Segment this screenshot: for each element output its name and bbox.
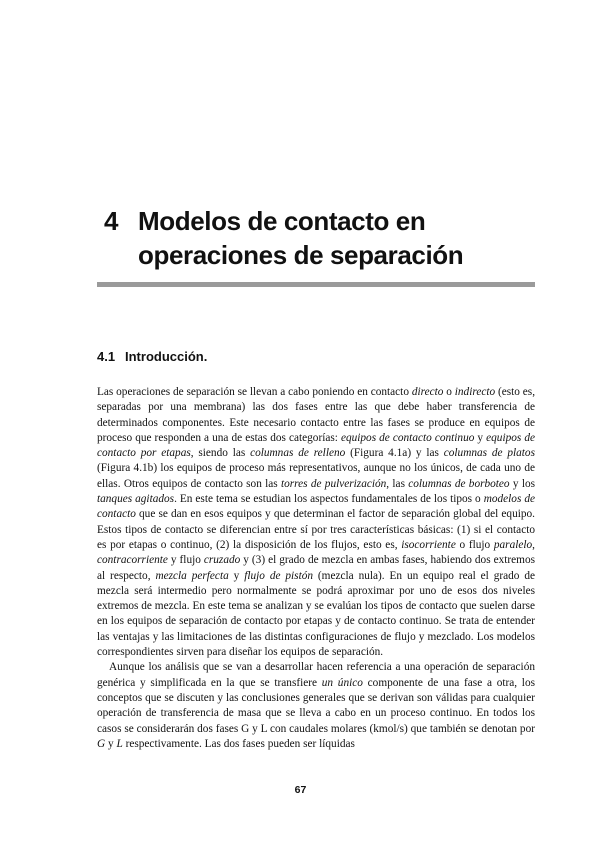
section-heading bbox=[97, 348, 207, 366]
paragraph: Las operaciones de separación se llevan a cabo poniendo en contacto directo o indirecto (esto es, separadas por una membrana) las dos fases entre las que debe haber transferencia de determinados componentes. Este necesario contacto entre las fases se produce en equipos de proceso que responden a una de estas dos categorías: equipos de contacto continuo y equipos de contacto por etapas, siendo las columnas de relleno (Figura 4.1a) y las columnas de platos (Figura 4.1b) los equipos de proceso más representativos, aunque no los únicos, de cada uno de ellas. Otros equipos de contacto son las torres de pulverización, las columnas de borboteo y los tanques agitados. En este tema se estudian los aspectos fundamentales de los tipos o modelos de contacto que se dan en esos equipos y que determinan el factor de separación global del equipo. Estos tipos de contacto se diferencian entre sí por tres características básicas: (1) si el contacto es por etapas o continuo, (2) la disposición de los flujos, esto es, isocorriente o flujo paralelo, contracorriente y flujo cruzado y (3) el grado de mezcla en ambas fases, habiendo dos extremos al respecto, mezcla perfecta y flujo de pistón (mezcla nula). En un equipo real el grado de mezcla será intermedio pero normalmente se podrá aproximar por uno de esos dos niveles extremos de mezcla. En este tema se analizan y se evalúan los tipos de contacto que suelen darse en los equipos de separación de contacto por etapas y de contacto continuo. Se trata de entender las ventajas y las limitaciones de las distintas configuraciones de flujo y mezclado. Los modelos correspondientes sirven para diseñar los equipos de separación. bbox=[97, 386, 536, 659]
page-number: 67 bbox=[294, 784, 307, 796]
paragraph: Aunque los análisis que se van a desarrollar hacen referencia a una operación de separación genérica y simplificada en la que se transfiere un único componente de una fase a otra, los conceptos que se discuten y las conclusiones generales que se derivan son válidas para cualquier operación de transferencia de masa que se lleva a cabo en un proceso continuo. En todos los casos se considerarán dos fases G y L con caudales molares (kmol/s) que también se denotan por G y L respectivamente. Las dos fases pueden ser líquidas bbox=[97, 661, 535, 750]
chapter-divider bbox=[97, 282, 535, 287]
body-text bbox=[97, 385, 535, 752]
section-title: Introducción. bbox=[125, 349, 208, 364]
chapter-title-line-1: Modelos de contacto en bbox=[138, 206, 426, 236]
section-number: 4.1 bbox=[97, 349, 116, 364]
chapter-title-line-2: operaciones de separación bbox=[138, 240, 464, 270]
chapter-number: 4 bbox=[104, 206, 119, 236]
chapter-title bbox=[104, 204, 544, 272]
